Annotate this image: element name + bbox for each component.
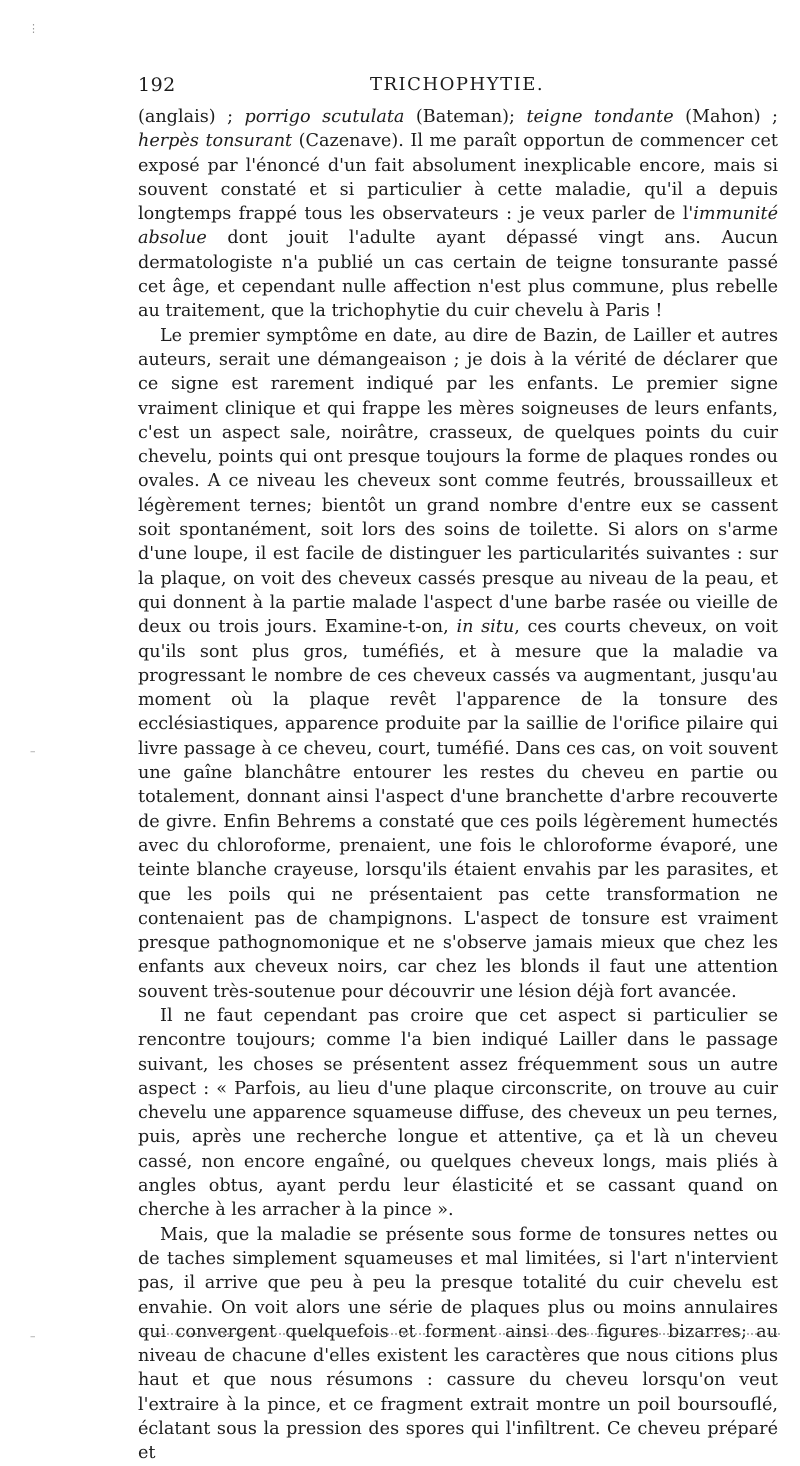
running-title: TRICHOPHYTIE. bbox=[370, 74, 545, 95]
text-run: (Mahon) ; bbox=[673, 107, 778, 127]
paragraph bbox=[138, 324, 778, 1004]
paragraph bbox=[138, 1004, 778, 1223]
text-run: Il ne faut cependant pas croire que cet aspect si particulier se rencontre toujours; comme l'a bien indiqué Lailler dans le passage suivant, les choses se présentent assez fréquemment sous un autre aspect : « Parfois, au lieu d'une plaque circonscrite, on trouve au cuir chevelu une apparence squameuse diffuse, des cheveux un peu ternes, puis, après une recherche longue et attentive, ça et là un cheveu cassé, non encore engaîné, ou quelques cheveux longs, mais pliés à angles obtus, ayant perdu leur élasticité et se cassant quand on cherche à les arracher à la pince ». bbox=[138, 1005, 778, 1221]
italic-term: herpès tonsurant bbox=[138, 131, 293, 152]
paragraph bbox=[138, 1223, 778, 1466]
margin-mark: – bbox=[30, 745, 36, 758]
italic-term: teigne tondante bbox=[526, 107, 674, 127]
body-text bbox=[138, 105, 778, 1466]
text-run: (Cazenave). Il me paraît opportun de commencer cet exposé par l'énoncé d'un fait absolument inexplicable encore, mais si souvent constaté et si particulier à cette maladie, qu'il a depuis longtemps frappé tous les observateurs : je veux parler de l' bbox=[138, 131, 778, 225]
italic-term: in situ bbox=[456, 617, 515, 638]
text-run: (anglais) ; bbox=[138, 107, 245, 127]
text-run: (Bateman); bbox=[404, 107, 527, 127]
text-run: Mais, que la maladie se présente sous forme de tonsures nettes ou de taches simplement squameuses et mal limitées, si l'art n'intervient pas, il arrive que peu à peu la presque totalité du cuir chevelu est envahie. On voit alors une série de plaques plus ou moins annulaires qui convergent quelquefois et forment ainsi des figures bizarres; au niveau de chacune d'elles existent les caractères que nous citions plus haut et que nous résumons : cassure du cheveu lorsqu'on veut l'extraire à la pince, et ce fragment extrait montre un poil boursouflé, éclatant sous la pression des spores qui l'infiltrent. Ce cheveu préparé et bbox=[138, 1224, 778, 1464]
margin-mark: – bbox=[30, 1330, 36, 1343]
page-number: 192 bbox=[138, 74, 176, 96]
text-run: , ces courts cheveux, on voit qu'ils sont plus gros, tuméfiés, et à mesure que la maladie va progressant le nombre de ces cheveux cassés va augmentant, jusqu'au moment où la plaque revêt l'apparence de la tonsure des ecclésiastiques, apparence produite par la saillie de l'orifice pilaire qui livre passage à ce cheveu, court, tuméfié. Dans ces cas, on voit souvent une gaîne blanchâtre entourer les restes du cheveu en partie ou totalement, donnant ainsi l'aspect d'une branchette d'arbre recouverte de givre. Enfin Behrems a constaté que ces poils légèrement humectés avec du chloroforme, prenaient, une fois le chloroforme évaporé, une teinte blanche crayeuse, lorsqu'ils étaient envahis par les parasites, et que les poils qui ne présentaient pas cette transformation ne contenaient pas de champignons. L'aspect de tonsure est vraiment presque pathognomonique et ne s'observe jamais mieux que chez les enfants aux cheveux noirs, car chez les blonds il faut une attention souvent très-soutenue pour découvrir une lésion déjà fort avancée. bbox=[138, 617, 778, 1002]
margin-mark: ⋮ bbox=[28, 22, 39, 35]
footer-rule bbox=[140, 1333, 780, 1341]
italic-term: immunité absolue bbox=[138, 204, 778, 249]
italic-term: porrigo scutulata bbox=[244, 107, 405, 127]
page-header bbox=[138, 74, 778, 100]
paragraph bbox=[138, 105, 778, 324]
text-run: Le premier symptôme en date, au dire de Bazin, de Lailler et autres auteurs, serait une démangeaison ; je dois à la vérité de déclarer que ce signe est rarement indiqué par les enfants. Le premier signe vraiment clinique et qui frappe les mères soigneuses de leurs enfants, c'est un aspect sale, noirâtre, crasseux, de quelques points du cuir chevelu, points qui ont presque toujours la forme de plaques rondes ou ovales. A ce niveau les cheveux sont comme feutrés, broussailleux et légèrement ternes; bientôt un grand nombre d'entre eux se cassent soit spontanément, soit lors des soins de toilette. Si alors on s'arme d'une loupe, il est facile de distinguer les particularités suivantes : sur la plaque, on voit des cheveux cassés presque au niveau de la peau, et qui donnent à la partie malade l'aspect d'une barbe rasée ou vieille de deux ou trois jours. Examine-t-on, bbox=[138, 325, 778, 638]
text-run: dont jouit l'adulte ayant dépassé vingt ans. Aucun dermatologiste n'a publié un cas certain de teigne tonsurante passé cet âge, et cependant nulle affection n'est plus commune, plus rebelle au traitement, que la trichophytie du cuir chevelu à Paris ! bbox=[138, 228, 778, 322]
